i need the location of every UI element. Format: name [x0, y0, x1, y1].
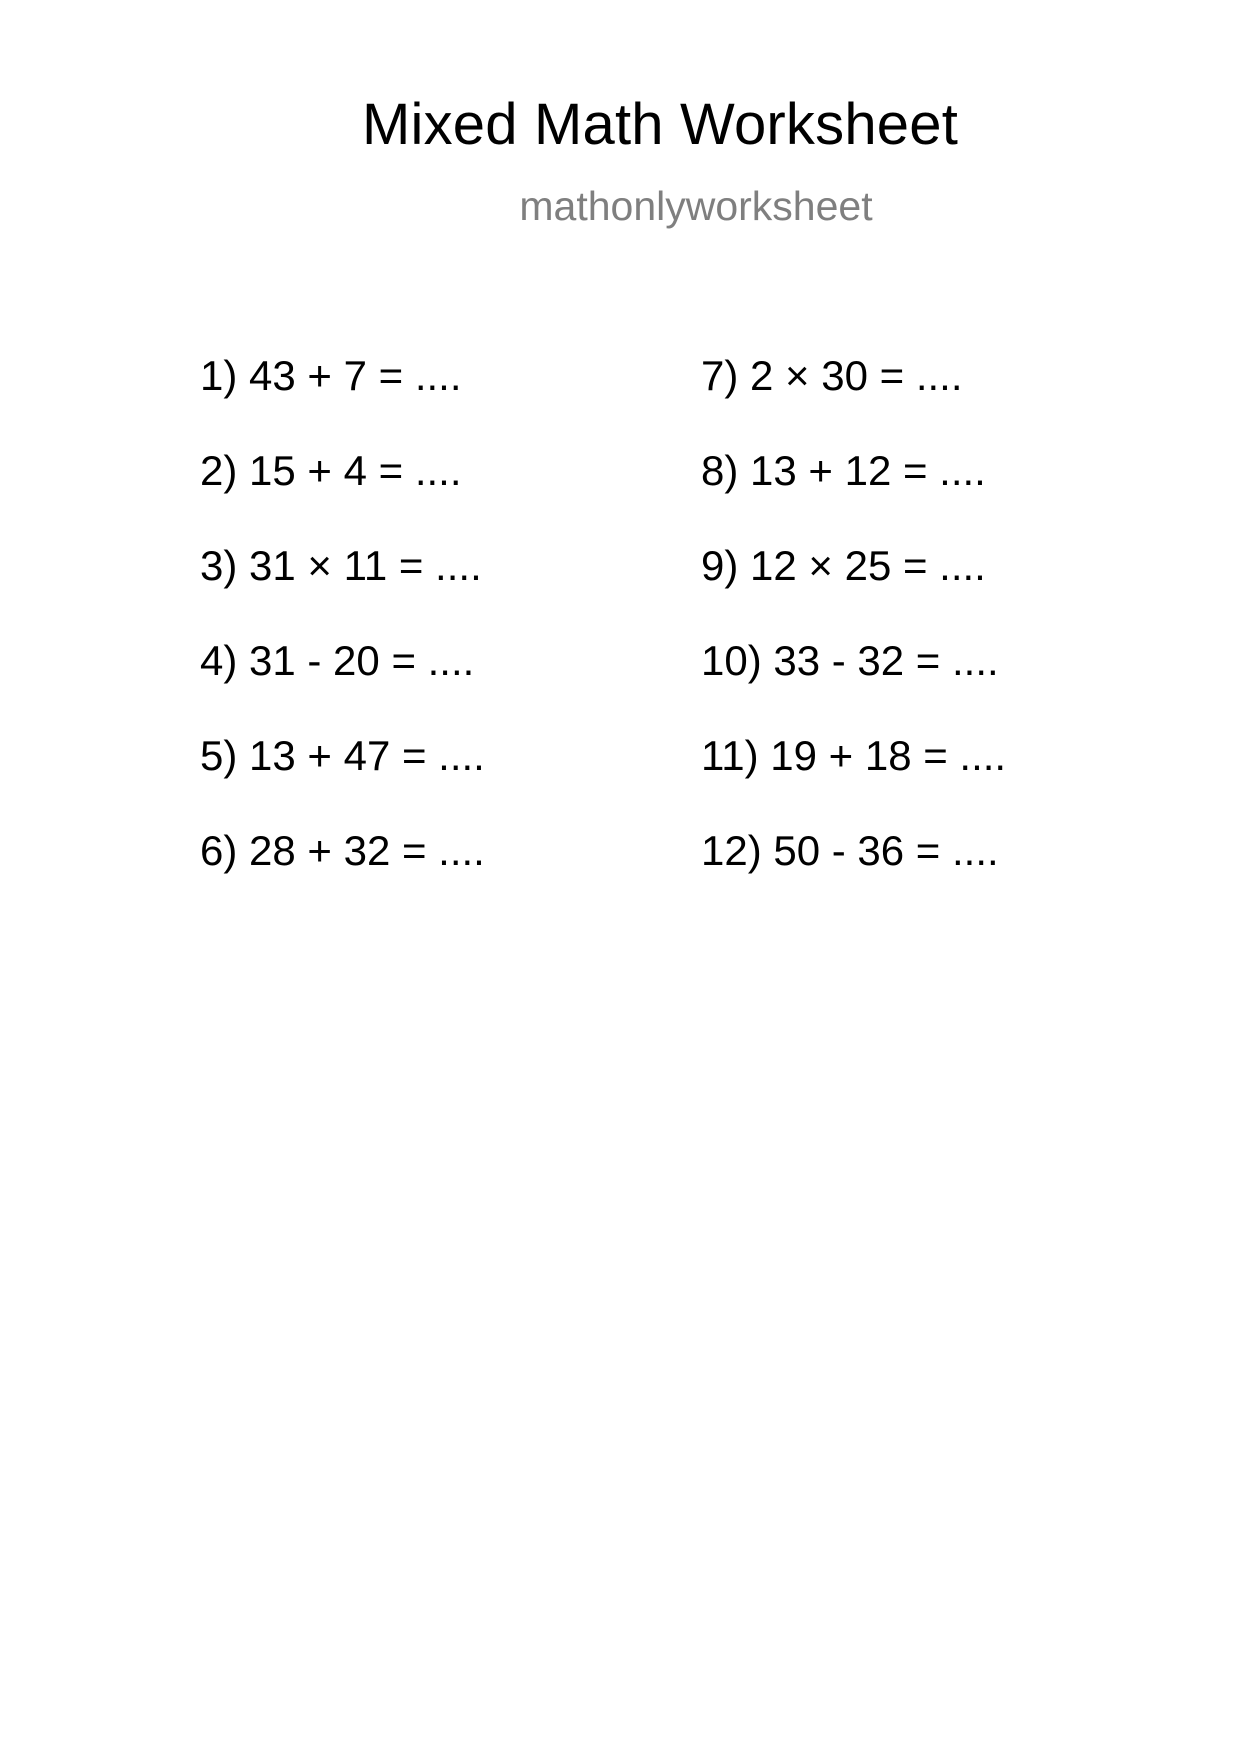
problem-10: 10) 33 - 32 = ....	[701, 637, 999, 684]
problems-left-column	[200, 352, 485, 925]
problem-4: 4) 31 - 20 = ....	[200, 637, 475, 684]
problem-11: 11) 19 + 18 = ....	[701, 732, 1007, 779]
problem-2: 2) 15 + 4 = ....	[200, 447, 462, 494]
worksheet-title: Mixed Math Worksheet	[361, 92, 959, 157]
problem-8: 8) 13 + 12 = ....	[701, 447, 986, 494]
problem-9: 9) 12 × 25 = ....	[701, 542, 986, 589]
problem-1: 1) 43 + 7 = ....	[200, 352, 462, 399]
worksheet-subtitle: mathonlyworksheet	[519, 183, 873, 229]
problem-7: 7) 2 × 30 = ....	[701, 352, 963, 399]
problem-3: 3) 31 × 11 = ....	[200, 542, 482, 589]
problem-12: 12) 50 - 36 = ....	[701, 827, 999, 874]
problems-right-column	[701, 352, 1007, 925]
problem-5: 5) 13 + 47 = ....	[200, 732, 485, 779]
problem-6: 6) 28 + 32 = ....	[200, 827, 485, 874]
